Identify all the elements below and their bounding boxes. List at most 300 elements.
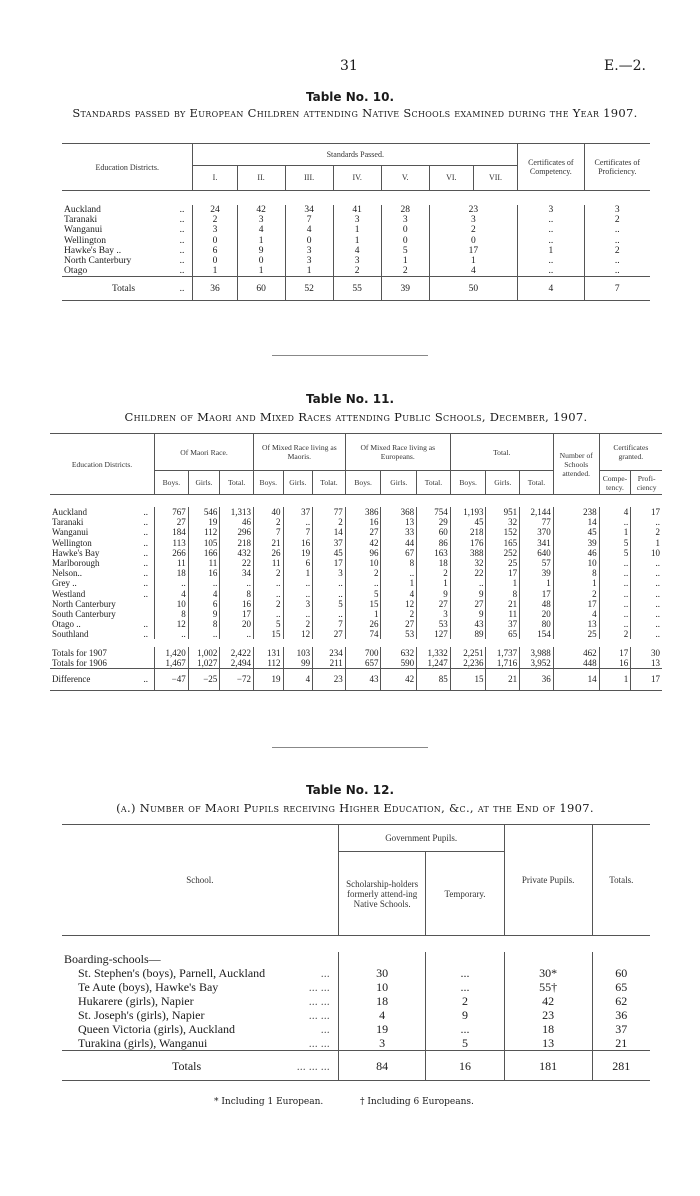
t10-value-cell: 3 <box>285 246 333 256</box>
t11-district-cell <box>50 609 155 619</box>
t11-value-cell: .. <box>188 578 220 588</box>
t11-subheader: Total. <box>520 471 554 495</box>
t11-value-cell: 131 <box>253 647 283 657</box>
t11-value-cell: 8 <box>486 589 520 599</box>
t11-subheader-proficiency: Profi-ciency <box>631 471 662 495</box>
t10-value-cell: 34 <box>285 205 333 215</box>
t12-value-cell: 42 <box>504 994 592 1008</box>
t11-value-cell: 4 <box>381 589 417 599</box>
t11-value-cell: 1,467 <box>155 658 189 669</box>
t11-value-cell: 33 <box>381 527 417 537</box>
t11-value-cell: 1 <box>486 578 520 588</box>
t10-district-name: Otago <box>64 266 88 277</box>
t11-value-cell: 27 <box>417 599 451 609</box>
t12-value-cell: 55† <box>504 980 592 994</box>
t11-value-cell: 5 <box>253 619 283 629</box>
t11-value-cell: .. <box>220 578 254 588</box>
t11-value-cell: 16 <box>220 599 254 609</box>
leader-dots: ... ... <box>308 1036 330 1050</box>
t10-value-cell-vi-vii: 23 <box>429 205 517 215</box>
t11-district-name: Grey .. <box>52 578 77 589</box>
t11-value-cell: .. <box>283 589 313 599</box>
t11-value-cell: 57 <box>520 558 554 568</box>
t12-value-cell: 13 <box>504 1036 592 1051</box>
t11-value-cell: 1,193 <box>450 507 486 517</box>
t11-value-cell: .. <box>381 568 417 578</box>
t10-district-cell <box>62 205 193 215</box>
t11-value-cell: 2 <box>631 527 662 537</box>
t11-subheader: Total. <box>220 471 254 495</box>
t11-value-cell: 1 <box>417 578 451 588</box>
t11-value-cell: 11 <box>155 558 189 568</box>
t11-value-cell: −72 <box>220 668 254 690</box>
t12-totals-value: 16 <box>426 1051 504 1081</box>
t11-district-cell <box>50 558 155 568</box>
t10-value-cell: 4 <box>285 225 333 235</box>
t11-district-name: Westland <box>52 588 86 599</box>
t10-col-2: II. <box>237 165 285 190</box>
t12-totals-value: 181 <box>504 1051 592 1081</box>
t11-value-cell: 85 <box>417 668 451 690</box>
t12-school-name: Queen Victoria (girls), Auckland <box>78 1022 236 1036</box>
t11-value-cell: 15 <box>253 629 283 639</box>
t10-district-name: North Canterbury <box>64 256 132 267</box>
t10-value-cell: 0 <box>285 236 333 246</box>
t10-district-name: Taranaki <box>64 215 98 226</box>
table11-title: Table No. 11. <box>305 392 395 406</box>
t10-competency-cell: .. <box>518 215 584 225</box>
leader-dots: .. <box>143 578 149 589</box>
t11-value-cell: 6 <box>188 599 220 609</box>
t11-value-cell: 80 <box>520 619 554 629</box>
t11-value-cell: 27 <box>381 619 417 629</box>
t10-col-6: VI. <box>429 165 473 190</box>
t11-value-cell: .. <box>450 578 486 588</box>
t11-district-cell <box>50 668 155 690</box>
t11-value-cell: 448 <box>553 658 599 669</box>
t10-district-cell <box>62 266 193 277</box>
t11-value-cell: 176 <box>450 538 486 548</box>
t10-district-name: Wanganui <box>64 225 103 236</box>
t11-value-cell: 165 <box>486 538 520 548</box>
footnote-2: † Including 6 Europeans. <box>360 1097 474 1107</box>
t11-value-cell: 127 <box>417 629 451 639</box>
t11-subheader: Girls. <box>283 471 313 495</box>
t11-value-cell: 1,247 <box>417 658 451 669</box>
t11-value-cell: .. <box>599 609 631 619</box>
t12-school-cell <box>62 994 338 1008</box>
t12-header-private: Private Pupils. <box>504 825 592 936</box>
t11-subheader: Girls. <box>381 471 417 495</box>
t10-value-cell: 1 <box>237 266 285 277</box>
t12-value-cell: 23 <box>504 1008 592 1022</box>
t11-value-cell: 25 <box>553 629 599 639</box>
t11-subheader: Boys. <box>253 471 283 495</box>
t10-row <box>62 266 650 277</box>
t10-proficiency-cell: .. <box>584 236 650 246</box>
t10-header-competency: Certificates of Competency. <box>518 144 584 191</box>
t10-row <box>62 256 650 266</box>
t11-difference-row <box>50 668 662 690</box>
t11-value-cell: 36 <box>520 668 554 690</box>
t11-value-cell: 2 <box>599 629 631 639</box>
t11-value-cell: .. <box>599 578 631 588</box>
t11-value-cell: 2 <box>253 517 283 527</box>
t11-value-cell: 44 <box>381 538 417 548</box>
t11-value-cell: 1,420 <box>155 647 189 657</box>
spacer-row <box>62 191 650 206</box>
t11-value-cell: 2 <box>253 599 283 609</box>
t11-value-cell: 10 <box>155 599 189 609</box>
t11-value-cell: .. <box>283 517 313 527</box>
t12-value-cell: 36 <box>592 1008 650 1022</box>
t12-header-school: School. <box>186 875 214 885</box>
t10-value-cell: 39 <box>381 277 429 301</box>
t11-value-cell: 112 <box>188 527 220 537</box>
spacer-row <box>50 639 662 647</box>
leader-dots: .. <box>143 517 149 528</box>
t11-row <box>50 599 662 609</box>
t11-value-cell: 166 <box>188 548 220 558</box>
t11-value-cell: 4 <box>599 507 631 517</box>
t11-value-cell: .. <box>631 619 662 629</box>
t11-value-cell: .. <box>631 558 662 568</box>
leader-dots: ... <box>320 966 330 980</box>
t12-totals-value: 281 <box>592 1051 650 1081</box>
t11-value-cell: 12 <box>155 619 189 629</box>
t12-totals-label: Totals <box>172 1058 202 1073</box>
t11-value-cell: 15 <box>450 668 486 690</box>
leader-dots: ... ... <box>308 994 330 1008</box>
t10-value-cell: 3 <box>237 215 285 225</box>
t10-value-cell: 1 <box>381 256 429 266</box>
t10-col-3: III. <box>285 165 333 190</box>
t10-value-cell-vi-vii: 1 <box>429 256 517 266</box>
t11-value-cell: 16 <box>188 568 220 578</box>
t11-row <box>50 568 662 578</box>
t11-value-cell: .. <box>631 609 662 619</box>
t11-district-cell <box>50 548 155 558</box>
leader-dots: .. <box>143 537 149 548</box>
t10-proficiency-cell: 3 <box>584 205 650 215</box>
page-number: 31 <box>340 58 358 74</box>
t11-value-cell: 11 <box>253 558 283 568</box>
t11-totals-1906-row <box>50 658 662 669</box>
section-divider <box>272 355 428 356</box>
t10-value-cell: 36 <box>193 277 237 301</box>
t12-value-cell: 21 <box>592 1036 650 1051</box>
t11-value-cell: 238 <box>553 507 599 517</box>
t11-subheader: Girls. <box>486 471 520 495</box>
t12-value-cell: 60 <box>592 966 650 980</box>
t11-value-cell: 370 <box>520 527 554 537</box>
t11-value-cell: 53 <box>381 629 417 639</box>
t10-value-cell: 0 <box>381 236 429 246</box>
t11-value-cell: 1 <box>283 568 313 578</box>
t10-district-cell <box>62 225 193 235</box>
t11-value-cell: −47 <box>155 668 189 690</box>
t12-value-cell: 2 <box>426 994 504 1008</box>
leader-dots: .. <box>143 558 149 569</box>
t11-value-cell: 30 <box>631 647 662 657</box>
table11 <box>50 433 662 691</box>
t11-header-total: Total. <box>450 434 553 471</box>
t11-value-cell: 2 <box>313 517 346 527</box>
t11-district-name: Wellington <box>52 537 92 548</box>
t11-value-cell: 2,251 <box>450 647 486 657</box>
t11-value-cell: 14 <box>553 668 599 690</box>
t10-value-cell: 3 <box>285 256 333 266</box>
t11-district-cell <box>50 517 155 527</box>
t10-proficiency-cell: .. <box>584 225 650 235</box>
t10-district-cell <box>62 246 193 256</box>
t11-value-cell: 8 <box>188 619 220 629</box>
t11-value-cell: 77 <box>520 517 554 527</box>
t11-row <box>50 538 662 548</box>
t12-row <box>62 1036 650 1051</box>
t11-value-cell: 17 <box>486 568 520 578</box>
t11-value-cell: 17 <box>313 558 346 568</box>
t11-value-cell: .. <box>631 599 662 609</box>
t10-value-cell: 4 <box>333 246 381 256</box>
t11-value-cell: 10 <box>553 558 599 568</box>
t12-row <box>62 1008 650 1022</box>
t12-value-cell: 37 <box>592 1022 650 1036</box>
table12-caption <box>60 801 650 815</box>
t11-value-cell: 27 <box>313 629 346 639</box>
t11-value-cell: 590 <box>381 658 417 669</box>
t11-value-cell: 657 <box>345 658 381 669</box>
t11-value-cell: 18 <box>155 568 189 578</box>
t11-value-cell: 74 <box>345 629 381 639</box>
t12-header-totals: Totals. <box>592 825 650 936</box>
t11-value-cell: 1 <box>631 538 662 548</box>
t10-value-cell: 52 <box>285 277 333 301</box>
t11-value-cell: 3 <box>313 568 346 578</box>
t10-value-cell-vi-vii: 4 <box>429 266 517 277</box>
t12-school-cell <box>62 1022 338 1036</box>
t11-value-cell: 5 <box>313 599 346 609</box>
t10-value-cell-vi-vii: 50 <box>429 277 517 301</box>
t11-value-cell: 6 <box>283 558 313 568</box>
t10-value-cell: 3 <box>381 215 429 225</box>
t11-value-cell: 20 <box>220 619 254 629</box>
t11-value-cell: 5 <box>599 538 631 548</box>
t11-value-cell: 1 <box>345 609 381 619</box>
t11-value-cell: 13 <box>553 619 599 629</box>
t10-value-cell: 1 <box>333 236 381 246</box>
t10-proficiency-cell: .. <box>584 256 650 266</box>
leader-dots: .. <box>179 215 185 226</box>
t11-value-cell: 12 <box>381 599 417 609</box>
t12-school-cell <box>62 966 338 980</box>
t11-district-cell <box>50 658 155 669</box>
t11-subheader: Boys. <box>155 471 189 495</box>
t11-value-cell: 20 <box>520 609 554 619</box>
t11-value-cell: 96 <box>345 548 381 558</box>
t10-value-cell: 3 <box>193 225 237 235</box>
t11-value-cell: 46 <box>220 517 254 527</box>
t11-row <box>50 507 662 517</box>
t10-competency-cell: .. <box>518 236 584 246</box>
t12-value-cell: 4 <box>338 1008 426 1022</box>
t11-value-cell: .. <box>313 609 346 619</box>
t11-value-cell: 112 <box>253 658 283 669</box>
t10-header-standards: Standards Passed. <box>193 144 518 166</box>
t11-value-cell: 17 <box>520 589 554 599</box>
t11-value-cell: 32 <box>450 558 486 568</box>
t11-value-cell: .. <box>631 568 662 578</box>
leader-dots: ... ... <box>308 1008 330 1022</box>
t11-value-cell: 18 <box>417 558 451 568</box>
footnote-1: * Including 1 European. <box>214 1097 324 1107</box>
t11-district-name: North Canterbury <box>52 598 116 609</box>
t10-value-cell: 1 <box>285 266 333 277</box>
t11-value-cell: 46 <box>553 548 599 558</box>
t10-district-cell <box>62 236 193 246</box>
t11-value-cell: 7 <box>253 527 283 537</box>
t11-value-cell: .. <box>631 517 662 527</box>
t11-value-cell: 218 <box>220 538 254 548</box>
t10-district-name: Hawke's Bay .. <box>64 245 122 256</box>
t11-value-cell: 19 <box>253 668 283 690</box>
t10-proficiency-cell: 7 <box>584 277 650 301</box>
t12-school-name: Hukarere (girls), Napier <box>78 994 194 1008</box>
t11-value-cell: 184 <box>155 527 189 537</box>
t11-value-cell: 1,002 <box>188 647 220 657</box>
leader-dots: .. <box>143 619 149 630</box>
t10-value-cell: 55 <box>333 277 381 301</box>
t11-header-district: Education Districts. <box>71 459 133 469</box>
t11-value-cell: 368 <box>381 507 417 517</box>
t10-value-cell: 7 <box>285 215 333 225</box>
leader-dots: .. <box>143 527 149 538</box>
t12-row <box>62 994 650 1008</box>
t11-value-cell: 40 <box>253 507 283 517</box>
t11-value-cell: 25 <box>486 558 520 568</box>
t11-value-cell: 29 <box>417 517 451 527</box>
t11-district-name: Taranaki <box>52 517 84 528</box>
t12-header-scholarship: Scholarship-holders formerly attend-ing Native Schools. <box>338 852 426 936</box>
t10-value-cell: 41 <box>333 205 381 215</box>
t10-value-cell: 60 <box>237 277 285 301</box>
t11-value-cell: 2,236 <box>450 658 486 669</box>
t11-value-cell: 99 <box>283 658 313 669</box>
t11-value-cell: 14 <box>313 527 346 537</box>
t11-value-cell: 2,494 <box>220 658 254 669</box>
t11-value-cell: .. <box>599 589 631 599</box>
t11-value-cell: .. <box>253 589 283 599</box>
t11-value-cell: 4 <box>553 609 599 619</box>
t11-value-cell: 11 <box>188 558 220 568</box>
t11-row <box>50 619 662 629</box>
t10-value-cell: 5 <box>381 246 429 256</box>
t11-district-name: Marlborough <box>52 558 100 569</box>
t11-value-cell: 13 <box>631 658 662 669</box>
t11-value-cell: .. <box>631 589 662 599</box>
t10-row <box>62 215 650 225</box>
t12-school-name: St. Joseph's (girls), Napier <box>78 1008 205 1022</box>
t11-subheader-competency: Compe-tency. <box>599 471 631 495</box>
t11-value-cell: 2 <box>381 609 417 619</box>
t12-empty-cell <box>592 952 650 966</box>
t11-value-cell: 432 <box>220 548 254 558</box>
t11-value-cell: 22 <box>220 558 254 568</box>
t11-value-cell: 8 <box>553 568 599 578</box>
t11-value-cell: 32 <box>486 517 520 527</box>
t10-value-cell: 2 <box>381 266 429 277</box>
t11-value-cell: 45 <box>450 517 486 527</box>
t10-value-cell: 0 <box>193 236 237 246</box>
t11-value-cell: 9 <box>450 609 486 619</box>
t11-district-name: Difference <box>52 674 91 685</box>
t11-value-cell: 45 <box>313 548 346 558</box>
table10-title: Table No. 10. <box>305 90 395 104</box>
t10-value-cell: 4 <box>237 225 285 235</box>
t10-value-cell: 6 <box>193 246 237 256</box>
t10-value-cell: 3 <box>333 256 381 266</box>
t11-value-cell: 1,737 <box>486 647 520 657</box>
t11-value-cell: 2,422 <box>220 647 254 657</box>
t11-value-cell: 5 <box>345 589 381 599</box>
t11-header-schools: Number of Schools attended. <box>553 434 599 495</box>
t11-value-cell: 9 <box>417 589 451 599</box>
t11-value-cell: .. <box>345 578 381 588</box>
t10-value-cell: 0 <box>193 256 237 266</box>
t11-header-mixed-maori: Of Mixed Race living as Maoris. <box>253 434 345 471</box>
t10-competency-cell: 4 <box>518 277 584 301</box>
t10-district-name: Totals <box>112 283 136 294</box>
t12-empty-cell <box>338 952 426 966</box>
t10-value-cell-vi-vii: 3 <box>429 215 517 225</box>
t11-value-cell: 2 <box>553 589 599 599</box>
t11-district-cell <box>50 599 155 609</box>
t11-value-cell: .. <box>253 609 283 619</box>
t11-district-name: Nelson.. <box>52 568 82 579</box>
t12-totals-row <box>62 1051 650 1081</box>
t11-value-cell: 60 <box>417 527 451 537</box>
t12-value-cell: 10 <box>338 980 426 994</box>
t11-district-cell <box>50 507 155 517</box>
t11-value-cell: .. <box>283 578 313 588</box>
t11-value-cell: 252 <box>486 548 520 558</box>
t11-value-cell: 15 <box>345 599 381 609</box>
t11-value-cell: 218 <box>450 527 486 537</box>
t12-header-government: Government Pupils. <box>338 825 504 852</box>
t11-value-cell: 163 <box>417 548 451 558</box>
t11-totals-1907-row <box>50 647 662 657</box>
t11-value-cell: 77 <box>313 507 346 517</box>
t11-row <box>50 558 662 568</box>
t12-value-cell: 30* <box>504 966 592 980</box>
leader-dots: .. <box>143 547 149 558</box>
t12-school-name: St. Stephen's (boys), Parnell, Auckland <box>78 966 266 980</box>
t11-value-cell: 2 <box>417 568 451 578</box>
t11-value-cell: 11 <box>486 609 520 619</box>
spacer-row <box>62 936 650 953</box>
t12-totals-value: 84 <box>338 1051 426 1081</box>
t10-value-cell: 24 <box>193 205 237 215</box>
t11-value-cell: .. <box>599 517 631 527</box>
t11-value-cell: .. <box>631 578 662 588</box>
t12-value-cell: 5 <box>426 1036 504 1051</box>
t11-value-cell: 266 <box>155 548 189 558</box>
t11-value-cell: 211 <box>313 658 346 669</box>
t11-row <box>50 517 662 527</box>
leader-dots: .. <box>143 629 149 640</box>
t10-value-cell: 2 <box>193 215 237 225</box>
t11-value-cell: 2,144 <box>520 507 554 517</box>
